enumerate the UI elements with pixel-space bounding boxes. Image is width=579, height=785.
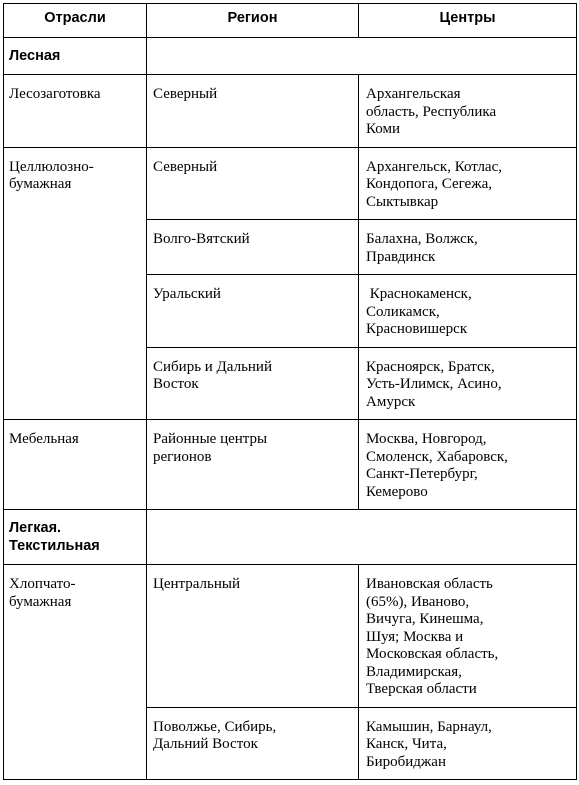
section-label: Легкая. [9,520,62,536]
table-row [4,147,577,220]
centers-text: Канск, Чита, [366,736,447,752]
header-region: Регион [147,4,359,38]
centers-cell [359,565,577,708]
region-text: регионов [153,448,212,465]
sector-text: бумажная [9,176,72,192]
region-text: Северный [153,86,218,102]
centers-text: Москва, Новгород, [366,431,487,447]
section-row-light-industry [4,510,577,565]
section-label: Текстильная [9,538,100,554]
centers-cell [359,275,577,348]
section-label: Лесная [9,48,61,64]
centers-text: Коми [366,121,400,137]
centers-text: Шуя; Москва и [366,628,464,645]
region-cell [147,420,359,510]
centers-text: Тверская области [366,681,477,697]
sector-cell [4,147,147,420]
sector-text: Мебельная [9,431,79,447]
section-empty-cell [147,510,577,565]
sector-cell [4,420,147,510]
industry-table [3,3,577,780]
region-text: Районные центры [153,431,268,447]
centers-text: (65%), Иваново, [366,593,470,610]
sector-cell [4,565,147,780]
section-label-cell [4,510,147,565]
region-cell [147,220,359,275]
region-text: Дальний Восток [153,736,258,752]
centers-text: Ивановская область [366,576,493,592]
centers-cell [359,75,577,148]
sector-text: Лесозаготовка [9,86,101,102]
centers-cell [359,147,577,220]
table-row [4,420,577,510]
header-row [4,4,577,38]
region-cell [147,707,359,780]
region-text: Сибирь и Дальний [153,358,272,375]
centers-text: Амурск [366,393,416,410]
sector-cell [4,75,147,148]
region-text: Северный [153,158,218,175]
region-text: Поволжье, Сибирь, [153,718,277,735]
sector-text: бумажная [9,593,72,610]
centers-cell [359,347,577,420]
centers-text: Камышин, Барнаул, [366,718,492,735]
centers-text: Владимирская, [366,663,462,680]
region-cell [147,565,359,708]
centers-text: Кемерово [366,483,428,500]
centers-text: Краснокаменск, [366,286,472,302]
centers-text: Архангельская [366,86,461,102]
centers-text: Сыктывкар [366,193,439,210]
centers-text: Вичуга, Кинешма, [366,611,484,627]
region-text: Восток [153,376,199,392]
centers-text: Усть-Илимск, Асино, [366,376,502,392]
centers-cell [359,420,577,510]
section-row-forestry [4,38,577,75]
region-cell [147,147,359,220]
centers-text: Соликамск, [366,303,440,320]
table-row [4,75,577,148]
section-label-cell [4,38,147,75]
centers-text: Архангельск, Котлас, [366,158,502,175]
centers-text: Кондопога, Сегежа, [366,176,492,192]
centers-text: Красновишерск [366,321,468,337]
centers-text: Санкт-Петербург, [366,466,478,482]
centers-text: Правдинск [366,248,436,265]
sector-text: Целлюлозно- [9,158,94,175]
region-cell [147,275,359,348]
centers-text: Балахна, Волжск, [366,231,478,247]
centers-text: Московская область, [366,646,499,662]
region-text: Центральный [153,576,241,592]
region-text: Уральский [153,286,221,302]
region-cell [147,75,359,148]
header-centers: Центры [359,4,577,38]
region-text: Волго-Вятский [153,231,250,247]
header-sector: Отрасли [4,4,147,38]
centers-cell [359,220,577,275]
sector-text: Хлопчато- [9,576,76,592]
centers-text: область, Республика [366,103,497,120]
section-empty-cell [147,38,577,75]
centers-text: Смоленск, Хабаровск, [366,448,508,465]
centers-text: Красноярск, Братск, [366,358,495,375]
centers-cell [359,707,577,780]
centers-text: Биробиджан [366,753,446,770]
region-cell [147,347,359,420]
table-row [4,565,577,708]
